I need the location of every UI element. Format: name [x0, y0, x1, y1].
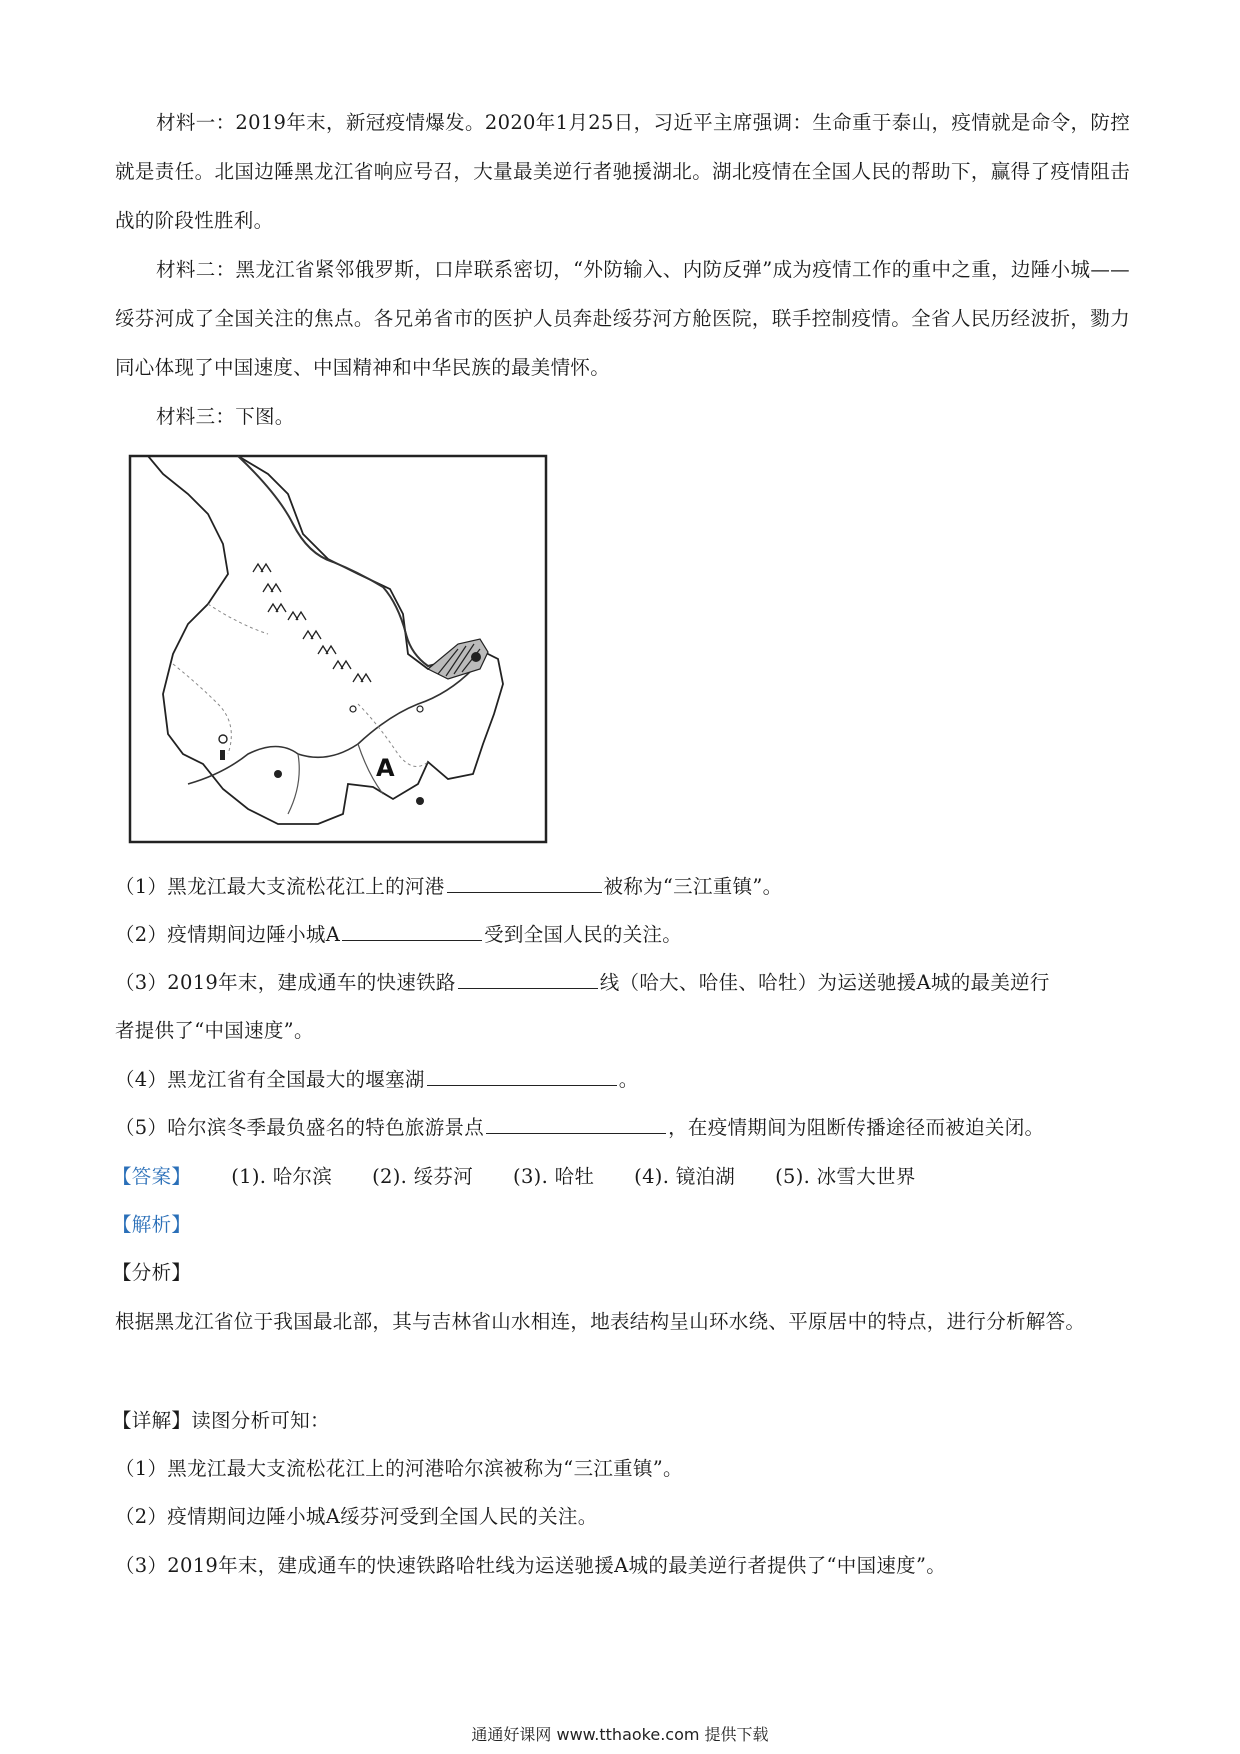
question-5: （5）哈尔滨冬季最负盛名的特色旅游景点 ，在疫情期间为阻断传播途径而被迫关闭。	[115, 1113, 1044, 1143]
question-4: （4）黑龙江省有全国最大的堰塞湖 。	[115, 1065, 639, 1095]
question-2: （2）疫情期间边陲小城A 受到全国人民的关注。	[115, 920, 682, 950]
answer-tag: 【答案】	[112, 1165, 192, 1188]
answer-blank-5	[486, 1113, 666, 1134]
question-3-continued: 者提供了“中国速度”。	[115, 1019, 314, 1042]
material-one: 材料一：2019年末，新冠疫情爆发。2020年1月25日，习近平主席强调：生命重于泰山，疫情就是命令，防控就是责任。北国边陲黑龙江省响应号召，大量最美逆行者驰援湖北。湖北疫情在全国人民的帮助下，赢得了疫情阻击战的阶段性胜利。	[115, 111, 1130, 232]
footer-source: 通通好课网 www.tthaoke.com 提供下载	[471, 1725, 769, 1744]
detail-3: （3）2019年末，建成通车的快速铁路哈牡线为运送驰援A城的最美逆行者提供了“中国速度”。	[115, 1554, 947, 1577]
xiangjie-heading: 【详解】读图分析可知：	[112, 1409, 330, 1432]
answer-item-5: (5). 冰雪大世界	[775, 1165, 916, 1188]
answer-row	[112, 1162, 916, 1192]
answer-blank-4	[427, 1065, 617, 1086]
answer-blank-1	[447, 872, 602, 893]
map-label-a: A	[376, 754, 395, 782]
heilongjiang-map	[128, 454, 548, 844]
answer-blank-2	[342, 920, 482, 941]
detail-1: （1）黑龙江最大支流松花江上的河港哈尔滨被称为“三江重镇”。	[115, 1457, 683, 1480]
answer-item-3: (3). 哈牡	[513, 1165, 595, 1188]
answer-item-2: (2). 绥芬河	[372, 1165, 474, 1188]
material-three: 材料三：下图。	[156, 405, 295, 428]
question-1: （1）黑龙江最大支流松花江上的河港 被称为“三江重镇”。	[115, 872, 782, 902]
answer-blank-3	[458, 968, 598, 989]
detail-2: （2）疫情期间边陲小城A绥芬河受到全国人民的关注。	[115, 1505, 598, 1528]
answer-item-4: (4). 镜泊湖	[634, 1165, 736, 1188]
fenxi-text: 根据黑龙江省位于我国最北部，其与吉林省山水相连，地表结构呈山环水绕、平原居中的特点，进行分析解答。	[115, 1310, 1086, 1333]
fenxi-heading: 【分析】	[112, 1261, 192, 1284]
question-3: （3）2019年末，建成通车的快速铁路 线（哈大、哈佳、哈牡）为运送驰援A城的最美逆行	[115, 968, 1050, 998]
analysis-tag: 【解析】	[112, 1213, 192, 1236]
material-two: 材料二：黑龙江省紧邻俄罗斯，口岸联系密切，“外防输入、内防反弹”成为疫情工作的重中之重，边陲小城——绥芬河成了全国关注的焦点。各兄弟省市的医护人员奔赴绥芬河方舱医院，联手控制疫情。全省人民历经波折，勠力同心体现了中国速度、中国精神和中华民族的最美情怀。	[115, 258, 1130, 379]
answer-item-1: (1). 哈尔滨	[231, 1165, 333, 1188]
